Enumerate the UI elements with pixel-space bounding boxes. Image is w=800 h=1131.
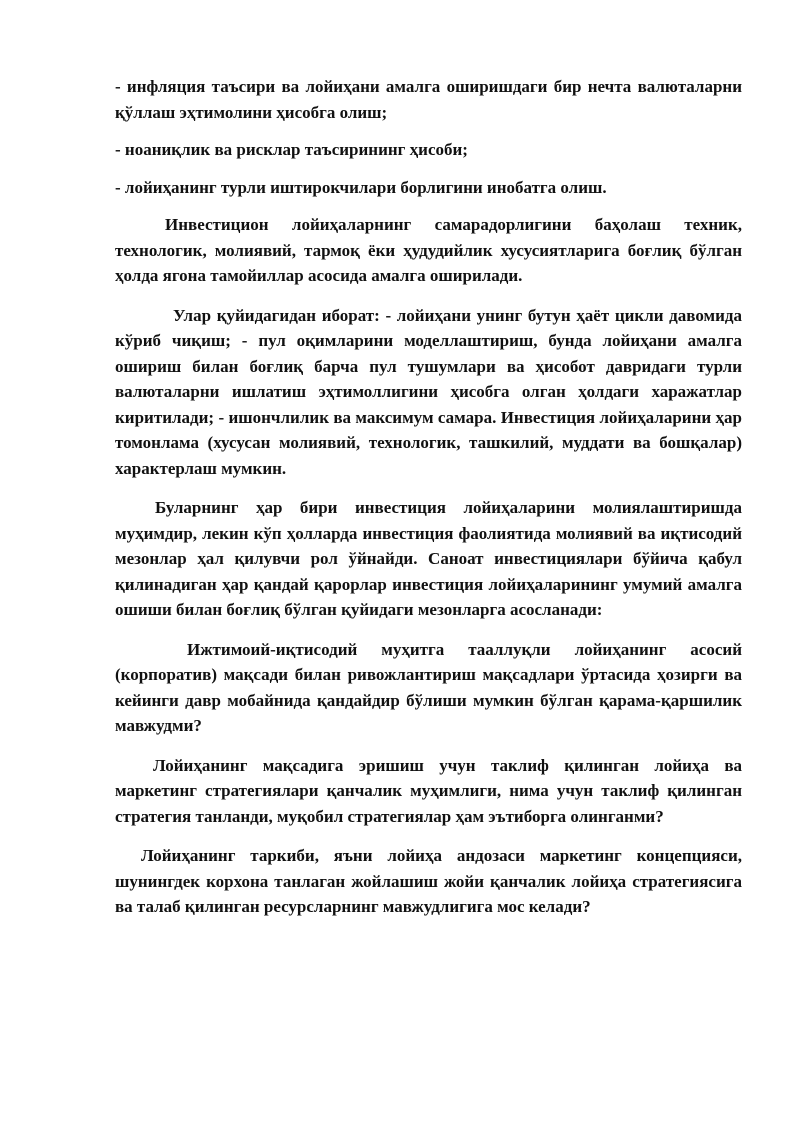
paragraph-inflation: - инфляция таъсири ва лойиҳани амалга оширишдаги бир нечта валюталарни қўллаш эҳтимолини ҳисобга олиш;: [115, 77, 742, 122]
paragraph-question-strategy: Лойиҳанинг мақсадига эришиш учун таклиф қилинган лойиҳа ва маркетинг стратегиялари қанчалик муҳимлиги, нима учун таклиф қилинган стратегия танланди, муқобил стратегиялар ҳам эътиборга олинганми?: [115, 755, 742, 826]
paragraph-principles: Улар қуйидагидан иборат: - лойиҳани унинг бутун ҳаёт цикли давомида кўриб чиқиш; - пул оқимларини моделлаштириш, бунда лойиҳани амалга ошириш билан боғлиқ барча пул тушумлари ва ҳисобот давридаги турли валюталарни ишлатиш эҳтимоллигини ҳисобга олган ҳолдаги харажатлар киритилади; - ишончлилик ва максимум самара. Инвестиция лойиҳаларини ҳар томонлама (хусусан молиявий, технологик, ташкилий, муддати ва бошқалар) характерлаш мумкин.: [115, 305, 742, 478]
paragraph-evaluation: Инвестицион лойиҳаларнинг самарадорлигини баҳолаш техник, технологик, молиявий, тармоқ ёки ҳудудийлик хусусиятларига боғлиқ бўлган ҳолда ягона тамойиллар асосида амалга оширилади.: [115, 215, 742, 285]
paragraph-question-socioeconomic: Ижтимоий-иқтисодий муҳитга тааллуқли лойиҳанинг асосий (корпоратив) мақсади билан ривожлантириш мақсадлари ўртасида ҳозирги ва кейинги давр мобайнида қандайдир бўлиши мумкин бўлган қарама-қаршилик мавжудми?: [115, 639, 742, 735]
document-page: [115, 64, 742, 920]
paragraph-participants: - лойиҳанинг турли иштирокчилари борлигини инобатга олиш.: [115, 177, 607, 197]
paragraph-uncertainty: - ноаниқлик ва рисклар таъсирининг ҳисоби;: [115, 140, 468, 159]
paragraph-criteria: Буларнинг ҳар бири инвестиция лойиҳаларини молиялаштиришда муҳимдир, лекин кўп ҳолларда инвестиция фаолиятида молиявий ва иқтисодий мезонлар ҳал қилувчи рол ўйнайди. Саноат инвестициялари бўйича қабул қилинадиган ҳар қандай қарорлар инвестиция лойиҳаларининг умумий амалга ошиши билан боғлиқ бўлган қуйидаги мезонларга асосланади:: [115, 498, 742, 619]
paragraph-question-structure: Лойиҳанинг таркиби, яъни лойиҳа андозаси маркетинг концепцияси, шунингдек корхона танлаган жойлашиш жойи қанчалик лойиҳа стратегиясига ва талаб қилинган ресурсларнинг мавжудлигига мос келади?: [115, 846, 742, 916]
